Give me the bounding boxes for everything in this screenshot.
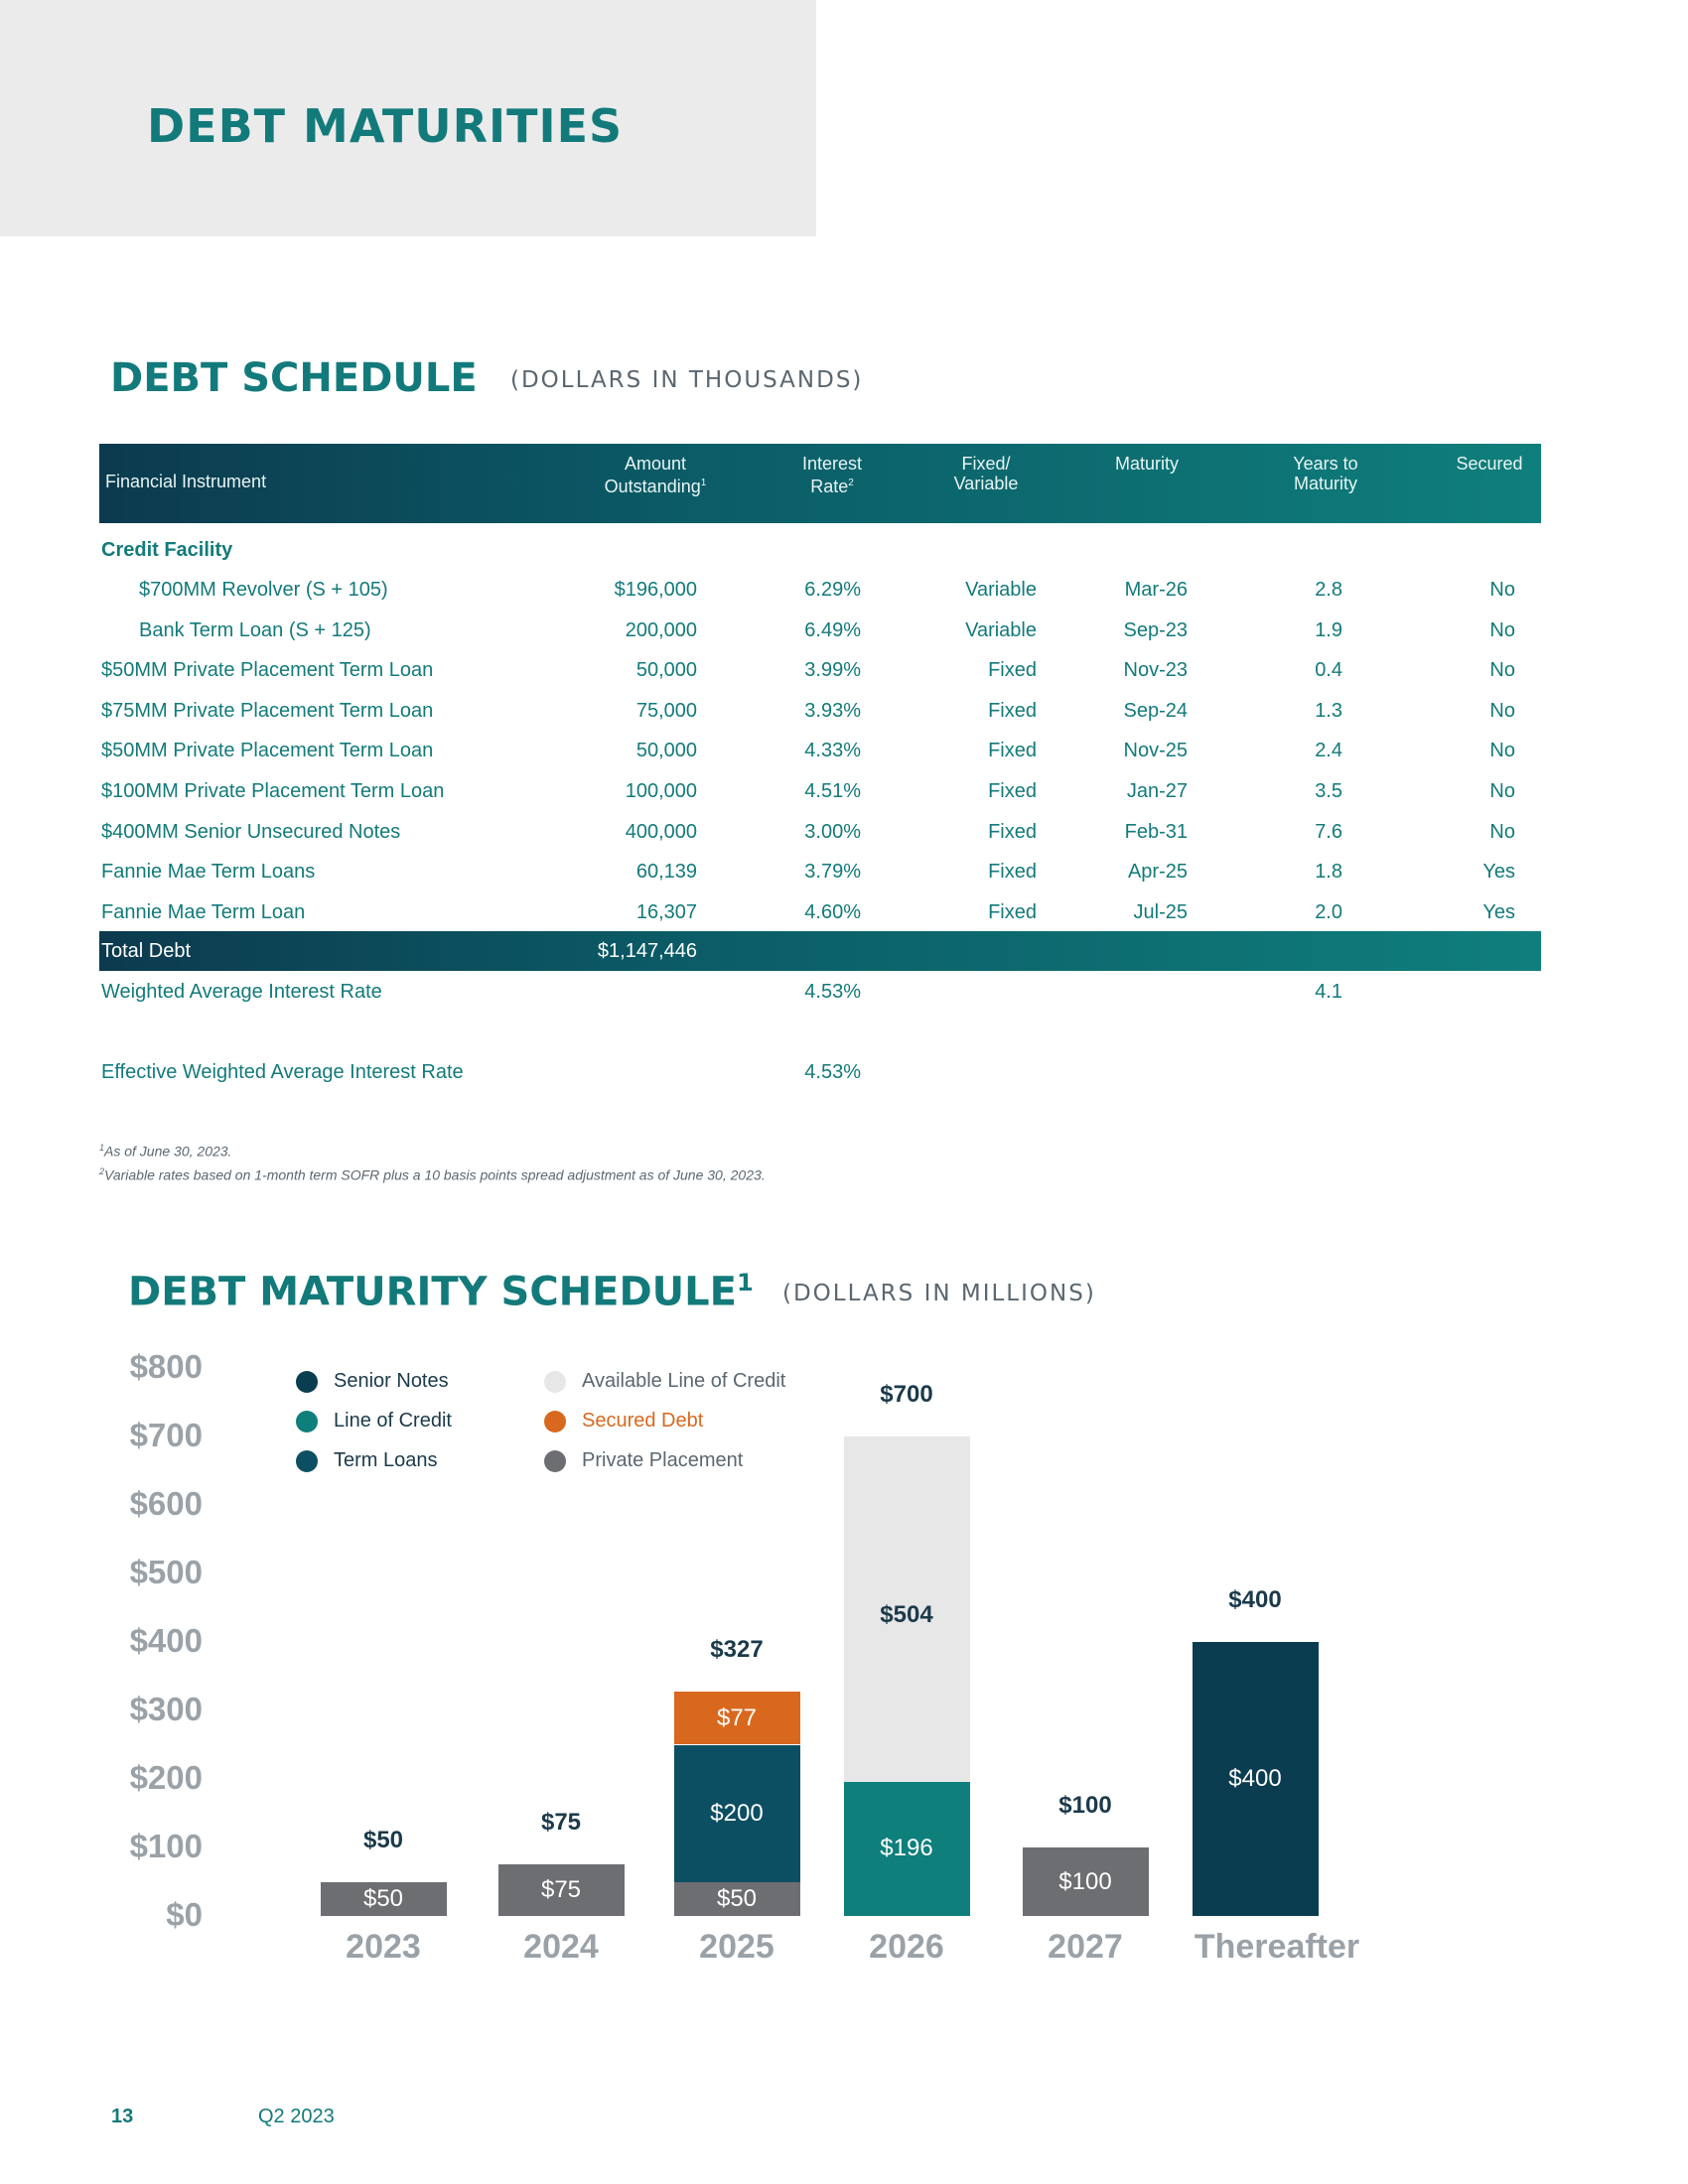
bar-value-label: $100 [1058, 1867, 1112, 1895]
maturity-cell: Feb-31 [1124, 820, 1188, 843]
table-row [99, 730, 1541, 770]
x-tick-label: 2027 [1048, 1928, 1123, 1966]
bar-total-label: $75 [540, 1809, 582, 1837]
fixed-variable-cell: Fixed [988, 861, 1037, 884]
group-row-credit-facility [99, 523, 1541, 569]
maturity-cell: Jul-25 [1133, 900, 1188, 923]
legend-label: Senior Notes [334, 1370, 449, 1392]
amount-cell: 50,000 [635, 659, 697, 682]
amount-cell: 200,000 [625, 618, 697, 641]
fixed-variable-cell: Fixed [988, 820, 1037, 843]
rate-cell: 3.00% [804, 820, 861, 843]
bar-total-label: $327 [710, 1636, 764, 1664]
x-tick-label: 2026 [869, 1928, 944, 1966]
years-cell: 1.9 [1315, 618, 1342, 641]
legend-swatch [296, 1371, 318, 1393]
amount-cell: 400,000 [625, 820, 697, 843]
legend-item [544, 1410, 703, 1433]
rate-cell: 3.93% [804, 699, 861, 722]
footnote-2: $^2$Variable rates based on 1-month term SOFR plus a 10 basis points spread adjustment as of June 30, 2023. [99, 1165, 766, 1183]
y-tick-label: $500 [129, 1554, 203, 1590]
instrument-cell: $50MM Private Placement Term Loan [101, 740, 434, 762]
legend-label: Term Loans [334, 1449, 438, 1471]
legend-item [296, 1449, 438, 1472]
fixed-variable-cell: Fixed [988, 779, 1037, 802]
fixed-variable-cell: Fixed [988, 900, 1037, 923]
legend-item [296, 1410, 452, 1433]
amount-cell: 100,000 [625, 779, 697, 802]
instrument-cell: $700MM Revolver (S + 105) [139, 579, 388, 601]
legend-label: Secured Debt [582, 1410, 704, 1432]
fixed-variable-cell: Fixed [988, 659, 1037, 682]
instrument-cell: $400MM Senior Unsecured Notes [101, 820, 401, 843]
secured-cell: Yes [1482, 861, 1515, 884]
secured-cell: No [1489, 779, 1515, 802]
fixed-variable-cell: Variable [965, 579, 1037, 601]
header-instrument: Financial Instrument [105, 472, 267, 491]
instrument-cell: $50MM Private Placement Term Loan [101, 659, 434, 682]
legend-swatch [544, 1450, 566, 1472]
debt-schedule-table [99, 444, 1541, 1092]
y-tick-label: $0 [166, 1896, 203, 1933]
secured-cell: No [1489, 699, 1515, 722]
x-tick-label: 2025 [699, 1928, 774, 1966]
secured-cell: No [1489, 659, 1515, 682]
ewair-row [99, 1051, 1541, 1092]
instrument-cell: Bank Term Loan (S + 125) [139, 618, 371, 641]
legend-label: Private Placement [582, 1449, 744, 1471]
y-tick-label: $700 [129, 1417, 203, 1453]
table-row [99, 891, 1541, 932]
table-row [99, 610, 1541, 650]
rate-cell: 6.29% [804, 579, 861, 601]
rate-cell: 3.99% [804, 659, 861, 682]
y-tick-label: $400 [129, 1622, 203, 1659]
legend-label: Available Line of Credit [582, 1370, 786, 1392]
total-label: Total Debt [101, 940, 192, 963]
legend-label: Line of Credit [334, 1410, 452, 1432]
years-cell: 2.4 [1315, 740, 1342, 762]
amount-cell: $196,000 [614, 579, 697, 601]
legend-item [296, 1370, 449, 1393]
amount-cell: 50,000 [635, 740, 697, 762]
maturity-cell: Nov-23 [1123, 659, 1188, 682]
years-cell: 3.5 [1315, 779, 1342, 802]
total-amount: $1,147,446 [597, 940, 697, 963]
rate-cell: 4.33% [804, 740, 861, 762]
years-cell: 1.3 [1315, 699, 1342, 722]
y-tick-label: $200 [129, 1759, 203, 1796]
debt-schedule-subtitle: (DOLLARS IN THOUSANDS) [510, 367, 864, 393]
maturity-cell: Sep-23 [1123, 618, 1188, 641]
maturity-cell: Nov-25 [1123, 740, 1188, 762]
legend-item [544, 1449, 743, 1472]
instrument-cell: $75MM Private Placement Term Loan [101, 699, 434, 722]
header-amount: Amount Outstanding$^1$ [604, 454, 707, 496]
rate-cell: 4.51% [804, 779, 861, 802]
wair-row [99, 971, 1541, 1012]
table-row [99, 770, 1541, 811]
table-row [99, 690, 1541, 731]
header-rate: Interest Rate$^2$ [801, 454, 863, 496]
maturity-cell: Apr-25 [1127, 861, 1188, 884]
instrument-cell: Fannie Mae Term Loans [101, 861, 316, 884]
bar-value-label: $77 [716, 1704, 758, 1731]
header-years: Years to Maturity [1293, 454, 1358, 493]
bar-value-label: $400 [1228, 1765, 1282, 1792]
fixed-variable-cell: Fixed [988, 699, 1037, 722]
footer-period: Q2 2023 [258, 2106, 335, 2127]
bar-total-label: $700 [880, 1381, 933, 1408]
rate-cell: 6.49% [804, 618, 861, 641]
bar-value-label: $50 [362, 1884, 404, 1912]
rate-cell: 4.60% [804, 900, 861, 923]
years-cell: 2.0 [1315, 900, 1342, 923]
amount-cell: 16,307 [635, 900, 697, 923]
bar-total-label: $50 [362, 1826, 404, 1853]
rate-cell: 3.79% [804, 861, 861, 884]
bar-value-label: $75 [540, 1876, 582, 1904]
bar-total-label: $400 [1228, 1586, 1282, 1613]
amount-cell: 60,139 [635, 861, 697, 884]
ewair-rate: 4.53% [804, 1060, 861, 1083]
x-tick-label: Thereafter [1194, 1928, 1360, 1966]
instrument-cell: $100MM Private Placement Term Loan [101, 779, 445, 802]
maturity-cell: Sep-24 [1123, 699, 1188, 722]
secured-cell: No [1489, 820, 1515, 843]
bar-value-label: $504 [880, 1601, 933, 1628]
bar-value-label: $196 [880, 1835, 933, 1862]
secured-cell: No [1489, 579, 1515, 601]
x-tick-label: 2023 [346, 1928, 421, 1966]
bar-value-label: $200 [710, 1799, 764, 1827]
page-title: DEBT MATURITIES [147, 99, 624, 153]
table-header [99, 444, 1541, 523]
table-row [99, 649, 1541, 690]
legend-swatch [544, 1411, 566, 1433]
maturity-schedule-subtitle: (DOLLARS IN MILLIONS) [782, 1281, 1096, 1306]
x-tick-label: 2024 [523, 1928, 599, 1966]
years-cell: 1.8 [1315, 861, 1342, 884]
header-maturity: Maturity [1114, 454, 1179, 474]
amount-cell: 75,000 [635, 699, 697, 722]
ewair-label: Effective Weighted Average Interest Rate [101, 1060, 464, 1083]
bar-total-label: $100 [1058, 1792, 1112, 1819]
title-band [0, 0, 816, 236]
legend-swatch [544, 1371, 566, 1393]
footnotes [99, 1138, 766, 1184]
debt-schedule-title: DEBT SCHEDULE [110, 355, 478, 401]
legend-swatch [296, 1411, 318, 1433]
fixed-variable-cell: Variable [965, 618, 1037, 641]
instrument-cell: Fannie Mae Term Loan [101, 900, 306, 923]
wair-rate: 4.53% [804, 981, 861, 1004]
secured-cell: No [1489, 740, 1515, 762]
y-tick-label: $600 [129, 1485, 203, 1522]
secured-cell: No [1489, 618, 1515, 641]
years-cell: 2.8 [1315, 579, 1342, 601]
total-row [99, 931, 1541, 971]
table-body [99, 569, 1541, 931]
table-row [99, 811, 1541, 852]
bar-value-label: $50 [716, 1884, 758, 1912]
wair-label: Weighted Average Interest Rate [101, 981, 382, 1004]
footnote-1: $^1$As of June 30, 2023. [99, 1143, 232, 1160]
table-row [99, 569, 1541, 610]
wair-years: 4.1 [1315, 981, 1342, 1004]
maturity-cell: Mar-26 [1124, 579, 1188, 601]
header-fixed-variable: Fixed/ Variable [953, 454, 1019, 493]
y-tick-label: $300 [129, 1691, 203, 1727]
header-secured: Secured [1456, 454, 1523, 474]
years-cell: 0.4 [1315, 659, 1342, 682]
table-row [99, 851, 1541, 891]
y-tick-label: $800 [129, 1348, 203, 1385]
secured-cell: Yes [1482, 900, 1515, 923]
years-cell: 7.6 [1315, 820, 1342, 843]
y-tick-label: $100 [129, 1828, 203, 1864]
maturity-cell: Jan-27 [1126, 779, 1188, 802]
maturity-schedule-title: DEBT MATURITY SCHEDULE$^1$ [128, 1269, 754, 1315]
page-number: 13 [111, 2106, 134, 2127]
legend-item [544, 1370, 785, 1393]
group-label: Credit Facility [101, 539, 233, 561]
legend-swatch [296, 1450, 318, 1472]
fixed-variable-cell: Fixed [988, 740, 1037, 762]
